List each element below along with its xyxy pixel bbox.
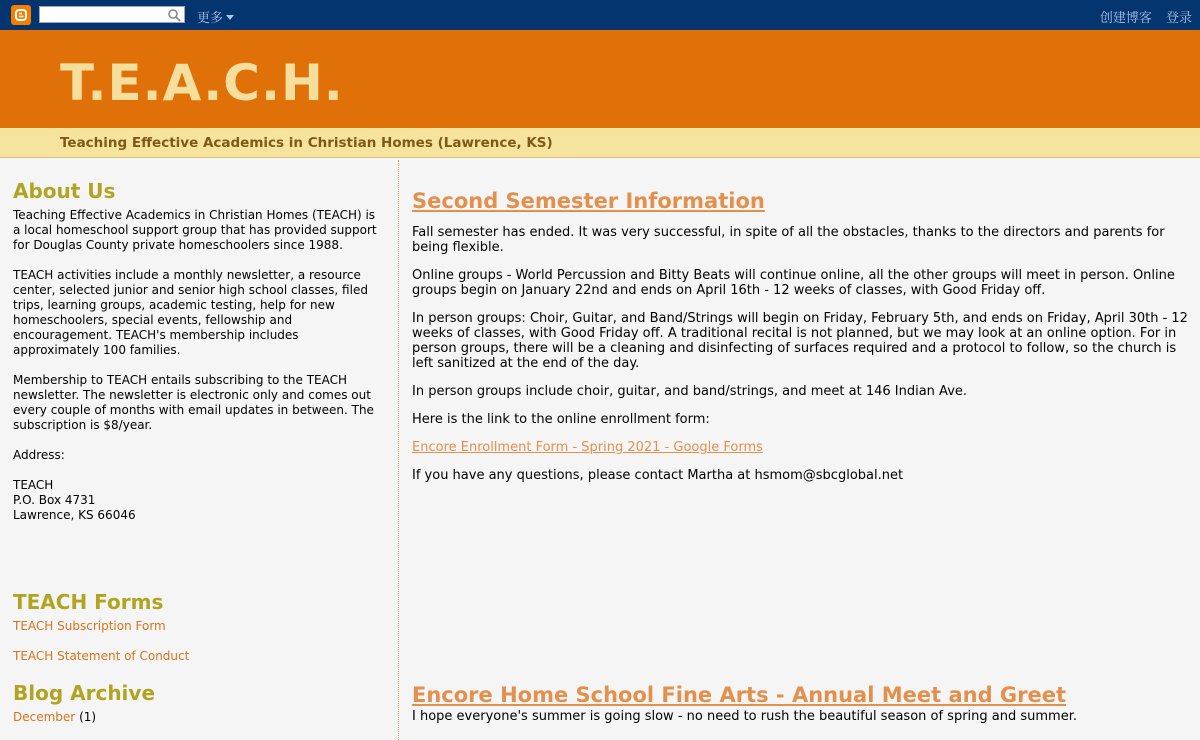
login-link[interactable]: 登录 [1165, 11, 1192, 26]
sidebar [13, 178, 383, 725]
subscription-form-link[interactable]: TEACH Subscription Form [13, 619, 166, 633]
enrollment-form-link[interactable]: Encore Enrollment Form - Spring 2021 - Google Forms [412, 440, 763, 455]
archive-heading: Blog Archive [13, 681, 156, 705]
about-heading: About Us [13, 179, 116, 203]
archive-month-link[interactable]: December [13, 710, 76, 724]
archive-count: (1) [79, 710, 97, 724]
post-paragraph: Here is the link to the online enrollment form: [412, 412, 710, 427]
create-blog-link[interactable]: 创建博客 [1099, 11, 1152, 26]
post-title[interactable]: Second Semester Information [412, 189, 765, 213]
blogger-logo-icon[interactable] [11, 5, 31, 25]
search-input[interactable] [39, 6, 185, 23]
post-paragraph: In person groups: Choir, Guitar, and Band/Strings will begin on Friday, February 5th, and ends on Friday, April 30th - 12 weeks of classes, with Good Friday off. A traditional recital is not planned, but we may look at an online option. For in person groups, there will be a cleaning and disinfecting of surfaces required and a protocol to follow, so the church is left sanitized at the end of the day. [412, 311, 1188, 371]
more-label: 更多 [197, 11, 224, 26]
post-title[interactable]: Encore Home School Fine Arts - Annual Meet and Greet [412, 683, 1067, 707]
post [412, 187, 1188, 483]
search-icon[interactable] [167, 8, 181, 22]
archive-section [13, 680, 383, 725]
more-menu-button[interactable] [197, 7, 234, 26]
column-divider [398, 160, 399, 740]
post-paragraph: In person groups include choir, guitar, and band/strings, and meet at 146 Indian Ave. [412, 384, 968, 399]
forms-heading: TEACH Forms [13, 590, 164, 614]
forms-section [13, 589, 383, 664]
blog-title[interactable]: T.E.A.C.H. [60, 54, 344, 112]
statement-of-conduct-link[interactable]: TEACH Statement of Conduct [13, 649, 190, 663]
main-content [412, 187, 1188, 724]
blogger-navbar [0, 0, 1200, 30]
about-text: Teaching Effective Academics in Christian Homes (TEACH) is a local homeschool support group that has provided support for Douglas County private homeschoolers since 1988. TEACH activities include a monthly newsletter, a resource center, selected junior and senior high school classes, filed trips, learning groups, academic testing, help for new homeschoolers, special events, fellowship and encouragement. TEACH's membership includes approximately 100 families. Membership to TEACH entails subscribing to the TEACH newsletter. The newsletter is electronic only and comes out every couple of months with email updates in between. The subscription is $8/year. Address: TEACH P.O. Box 4731 Lawrence, KS 66046 [13, 208, 377, 522]
blog-header [0, 30, 1200, 128]
blog-description: Teaching Effective Academics in Christian Homes (Lawrence, KS) [60, 135, 553, 151]
post-paragraph: Fall semester has ended. It was very successful, in spite of all the obstacles, thanks to the directors and parents for being flexible. [412, 225, 1165, 255]
post-paragraph: Online groups - World Percussion and Bitty Beats will continue online, all the other groups will meet in person. Online groups begin on January 22nd and ends on April 16th - 12 weeks of classes, with Good Friday off. [412, 268, 1175, 298]
post-paragraph: If you have any questions, please contact Martha at hsmom@sbcglobal.net [412, 468, 904, 483]
about-section [13, 178, 383, 523]
post-paragraph: I hope everyone's summer is going slow - no need to rush the beautiful season of spring and summer. [412, 709, 1077, 724]
chevron-down-icon [226, 15, 234, 20]
post [412, 681, 1188, 724]
blog-description-bar [0, 128, 1200, 158]
